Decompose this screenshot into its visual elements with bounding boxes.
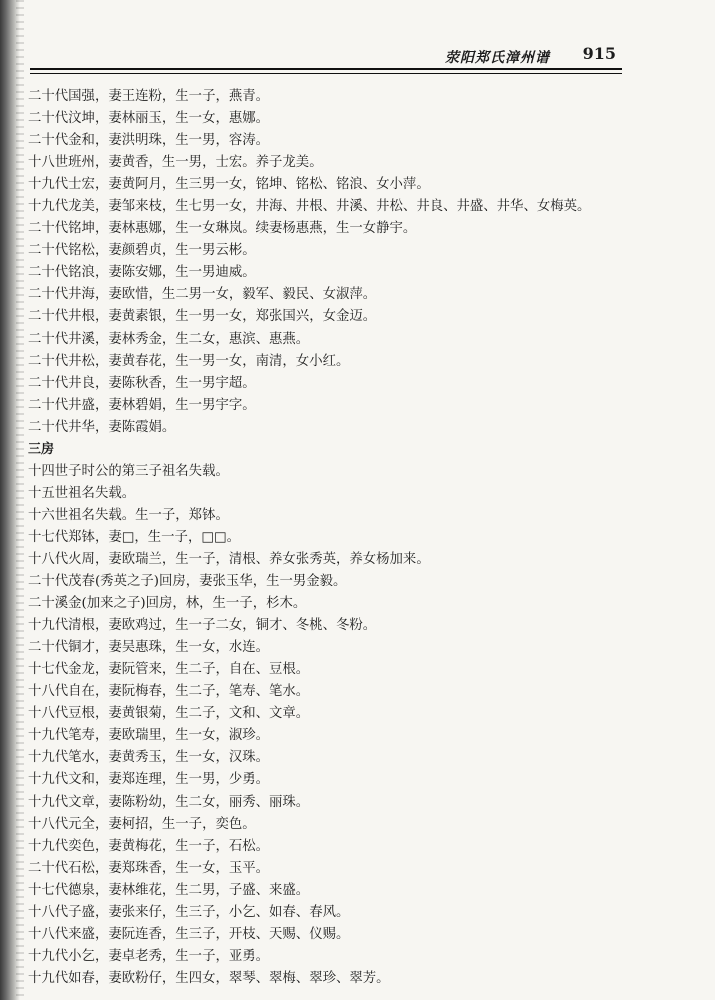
text-line: 十八代来盛，妻阮连香，生三子，开枝、天赐、仪赐。 bbox=[28, 926, 350, 942]
text-line: 十八代自在，妻阮梅春，生二子，笔寿、笔水。 bbox=[28, 684, 310, 700]
text-line: 十八世班州，妻黄香，生一男，士宏。养子龙美。 bbox=[28, 155, 323, 171]
text-line: 二十溪金(加来之子)回房，林，生一子，杉木。 bbox=[28, 596, 307, 612]
text-line: 二十代石松，妻郑珠香，生一女，玉平。 bbox=[28, 860, 270, 876]
text-line: 十九代笔寿，妻欧瑞里，生一女，淑珍。 bbox=[28, 728, 270, 744]
text-line: 十七代郑钵，妻□，生一子，□□。 bbox=[28, 529, 241, 545]
text-line: 二十代铭浪，妻陈安娜，生一男迪威。 bbox=[28, 265, 256, 281]
text-line: 十八代元全，妻柯招，生一子，奕色。 bbox=[28, 816, 256, 832]
text-line: 二十代铭松，妻颜碧贞，生一男云彬。 bbox=[28, 243, 256, 259]
text-line: 十九代文章，妻陈粉幼，生二女，丽秀、丽珠。 bbox=[28, 794, 310, 810]
text-line: 十七代金龙，妻阮管来，生二子，自在、豆根。 bbox=[28, 662, 310, 678]
page-number: 915 bbox=[582, 44, 616, 63]
text-line: 二十代汶坤，妻林丽玉，生一女，惠娜。 bbox=[28, 111, 270, 127]
text-line: 十八代火周，妻欧瑞兰，生一子，清根、养女张秀英，养女杨加来。 bbox=[28, 551, 430, 567]
text-line: 十九代奕色，妻黄梅花，生一子，石松。 bbox=[28, 838, 270, 854]
text-line: 二十代井根，妻黄素银，生一男一女，郑张国兴，女金迈。 bbox=[28, 309, 377, 325]
text-line: 二十代铭坤，妻林惠娜，生一女琳岚。续妻杨惠燕，生一女静宇。 bbox=[28, 221, 417, 237]
text-line: 十六世祖名失载。生一子，郑钵。 bbox=[28, 507, 229, 523]
text-line: 二十代井松，妻黄春花，生一男一女，南清，女小红。 bbox=[28, 353, 350, 369]
text-line: 十九代小乞，妻卓老秀，生一子，亚勇。 bbox=[28, 948, 270, 964]
binding-edge-texture bbox=[16, 0, 24, 1000]
text-line: 二十代井良，妻陈秋香，生一男宇超。 bbox=[28, 375, 256, 391]
genealogy-text bbox=[28, 86, 628, 990]
section-heading: 三房 bbox=[28, 441, 55, 457]
text-line: 十九代龙美，妻邹来枝，生七男一女，井海、井根、井溪、井松、井良、井盛、井华、女梅英。 bbox=[28, 199, 591, 215]
text-line: 二十代国强，妻王连粉，生一子，燕青。 bbox=[28, 89, 270, 104]
text-line: 二十代铜才，妻吴惠珠，生一女，水连。 bbox=[28, 640, 270, 656]
text-line: 十九代清根，妻欧鸡过，生一子二女，铜才、冬桃、冬粉。 bbox=[28, 618, 377, 634]
text-line: 二十代井海，妻欧惜，生二男一女，毅军、毅民、女淑萍。 bbox=[28, 287, 377, 303]
text-line: 二十代井盛，妻林碧娟，生一男宇字。 bbox=[28, 397, 256, 413]
header-rule-thin bbox=[30, 73, 622, 74]
text-line: 十七代德泉，妻林维花，生二男，子盛、来盛。 bbox=[28, 882, 310, 898]
text-line: 十九代士宏，妻黄阿月，生三男一女，铭坤、铭松、铭浪、女小萍。 bbox=[28, 177, 430, 193]
text-line: 十九代如春，妻欧粉仔，生四女，翠琴、翠梅、翠珍、翠芳。 bbox=[28, 970, 390, 986]
header-rule-thick bbox=[30, 68, 622, 70]
text-line: 十九代文和，妻郑连理，生一男，少勇。 bbox=[28, 772, 270, 788]
text-line: 十四世子时公的第三子祖名失载。 bbox=[28, 463, 229, 479]
text-line: 二十代金和，妻洪明珠，生一男，容涛。 bbox=[28, 133, 270, 149]
text-line: 二十代井华，妻陈霞娟。 bbox=[28, 419, 176, 435]
page-header bbox=[30, 40, 622, 70]
running-title: 荥阳郑氏漳州谱 bbox=[445, 50, 550, 66]
text-line: 十九代笔水，妻黄秀玉，生一女，汉珠。 bbox=[28, 750, 270, 766]
text-line: 十八代豆根，妻黄银菊，生二子，文和、文章。 bbox=[28, 706, 310, 722]
text-line: 二十代井溪，妻林秀金，生二女，惠滨、惠燕。 bbox=[28, 331, 310, 347]
text-line: 二十代茂春(秀英之子)回房，妻张玉华，生一男金毅。 bbox=[28, 574, 347, 590]
text-line: 十八代子盛，妻张来仔，生三子，小乞、如春、春风。 bbox=[28, 904, 350, 920]
text-line: 十五世祖名失载。 bbox=[28, 485, 136, 501]
